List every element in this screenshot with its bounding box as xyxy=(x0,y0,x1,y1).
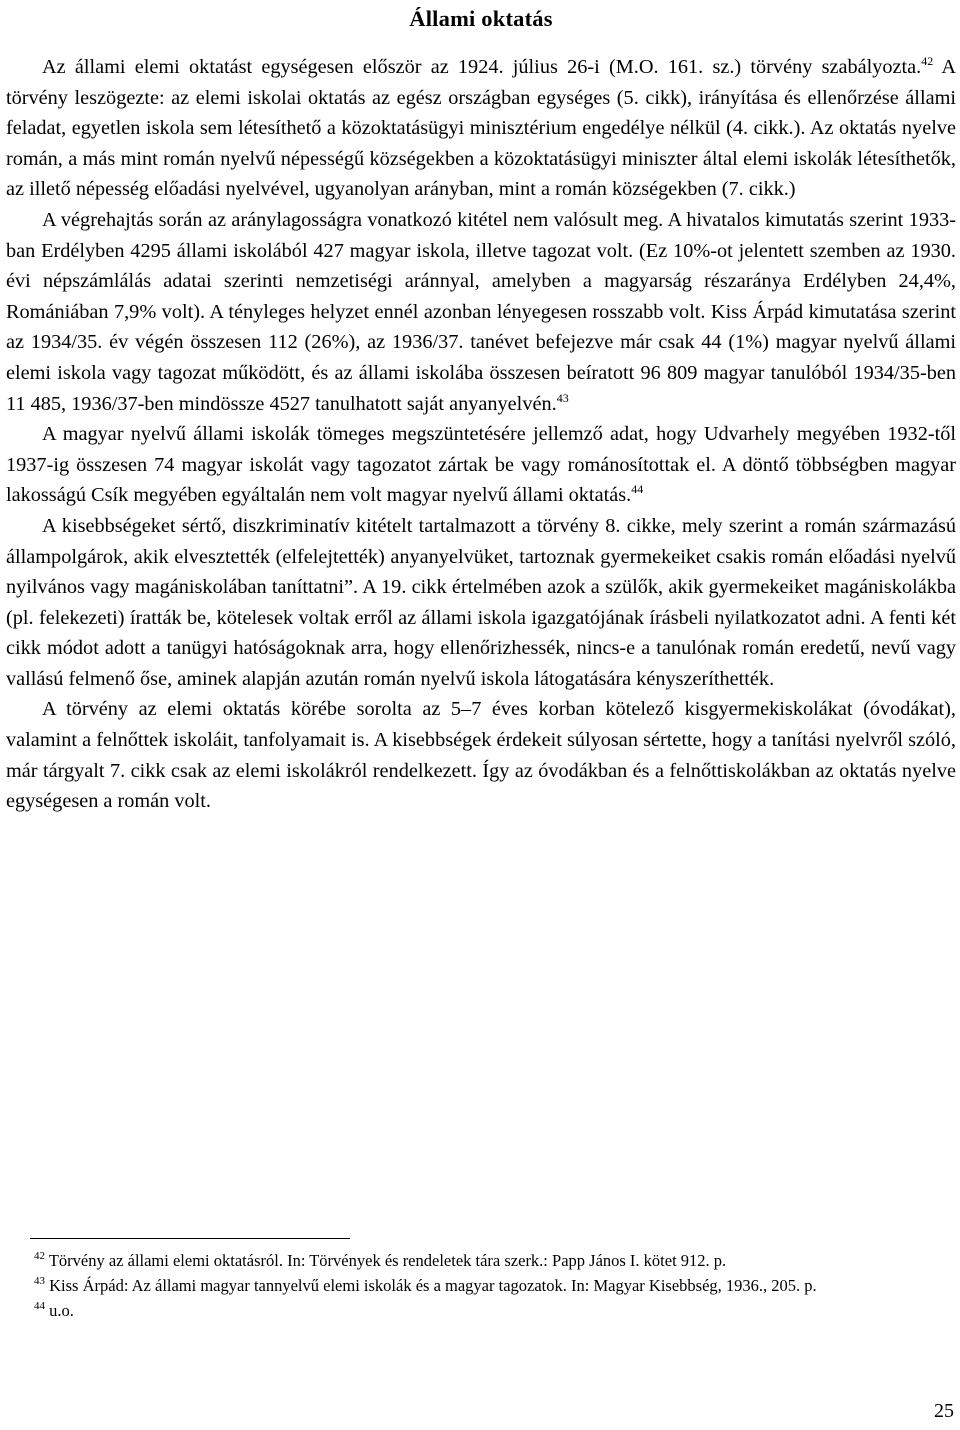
paragraph: A magyar nyelvű állami iskolák tömeges megszüntetésére jellemző adat, hogy Udvarhely megyében 1932-től 1937-ig összesen 74 magyar iskolát vagy tagozatot zártak be vagy románosítottak el. A döntő többségben magyar lakosságú Csík megyében egyáltalán nem volt magyar nyelvű állami oktatás.$^{44}$ xyxy=(6,423,956,507)
page-number: 25 xyxy=(934,1400,954,1422)
paragraph: Az állami elemi oktatást egységesen először az 1924. július 26-i (M.O. 161. sz.) törvény szabályozta.$^{42}$ A törvény leszögezte: az elemi iskolai oktatás az egész országban egységes (5. cikk), irányítása és ellenőrzése állami feladat, egyetlen iskola sem létesíthető a közoktatásügyi minisztérium engedélye nélkül (4. cikk.). Az oktatás nyelve román, a más mint román nyelvű népességű községekben a közoktatásügyi miniszter által elemi iskolák létesíthetők, az illető népesség előadási nyelvével, ugyanolyan arányban, mint a román községekben (7. cikk.) xyxy=(6,54,956,201)
footnote-number: 44 xyxy=(34,1300,45,1312)
footnote-item: $^{42}$ Törvény az állami elemi oktatásról. In: Törvények és rendeletek tára szerk.: Papp János I. kötet 912. p. xyxy=(34,1250,727,1270)
footnote-ref[interactable]: 43 xyxy=(556,390,569,405)
footnotes xyxy=(34,1249,954,1324)
page-title: Állami oktatás xyxy=(409,6,553,31)
footnote-ref[interactable]: 44 xyxy=(631,482,644,497)
document-page xyxy=(6,0,956,817)
paragraph: A kisebbségeket sértő, diszkriminatív kitételt tartalmazott a törvény 8. cikke, mely szerint a román származású állampolgárok, akik elvesztették (elfelejtették) anyanyelvüket, tartoznak gyermekeiket csakis román előadási nyelvű nyilvános vagy magániskolában taníttatni”. A 19. cikk értelmében azok a szülők, akik gyermekeiket magániskolákba (pl. felekezeti) íratták be, kötelesek voltak erről az állami iskola igazgatójának írásbeli nyilatkozatot adni. A fenti két cikk módot adott a tanügyi hatóságoknak arra, hogy ellenőrizhessék, nincs-e a tanulónak román eredetű, nevű vagy vallású felmenő őse, aminek alapján azután román nyelvű iskola látogatására kényszeríthették. xyxy=(6,514,956,690)
footnote-ref[interactable]: 42 xyxy=(921,54,934,68)
footnote-item: $^{43}$ Kiss Árpád: Az állami magyar tannyelvű elemi iskolák és a magyar tagozatok. In: Magyar Kisebbség, 1936., 205. p. xyxy=(34,1275,817,1295)
body-text xyxy=(6,52,956,817)
paragraph: A végrehajtás során az aránylagosságra vonatkozó kitétel nem valósult meg. A hivatalos kimutatás szerint 1933-ban Erdélyben 4295 állami iskolából 427 magyar iskola, illetve tagozat volt. (Ez 10%-ot jelentett szemben az 1930. évi népszámlálás adatai szerinti nemzetiségi aránnyal, amelyben a magyarság részaránya Erdélyben 24,4%, Romániában 7,9% volt). A tényleges helyzet ennél azonban lényegesen rosszabb volt. Kiss Árpád kimutatása szerint az 1934/35. év végén összesen 112 (26%), az 1936/37. tanévet befejezve már csak 44 (1%) magyar nyelvű állami elemi iskola vagy tagozat működött, és az állami iskolába összesen beíratott 96 809 magyar tanulóból 1934/35-ben 11 485, 1936/37-ben mindössze 4527 tanulhatott saját anyanyelvén.$^{43}$ xyxy=(6,208,956,415)
footnote-number: 43 xyxy=(34,1275,45,1287)
footnote-number: 42 xyxy=(34,1250,45,1262)
footnote-divider xyxy=(30,1238,350,1239)
paragraph: A törvény az elemi oktatás körébe sorolta az 5–7 éves korban kötelező kisgyermekiskolákat (óvodákat), valamint a felnőttek iskoláit, tanfolyamait is. A kisebbségek érdekeit súlyosan sértette, hogy a tanítási nyelvről szóló, már tárgyalt 7. cikk csak az elemi iskolákról rendelkezett. Így az óvodákban és a felnőttiskolákban az oktatás nyelve egységesen a román volt. xyxy=(6,698,956,813)
footnote-item: $^{44}$ u.o. xyxy=(34,1300,74,1320)
